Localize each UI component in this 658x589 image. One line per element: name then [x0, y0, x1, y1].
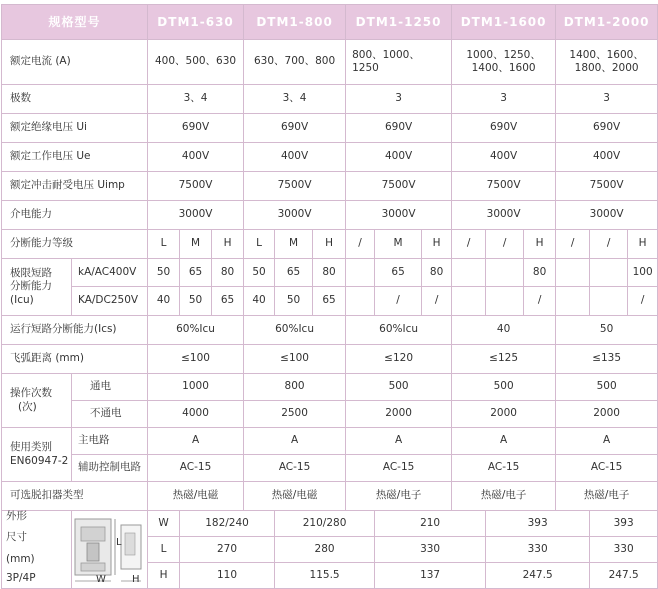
row-label: 额定工作电压 Ue: [2, 143, 148, 172]
cell-value: 247.5: [486, 563, 590, 589]
grade-cell: /: [590, 230, 628, 259]
cell-value: 2000: [346, 401, 452, 428]
cell-value: 110: [180, 563, 275, 589]
cell-value: ≤135: [556, 345, 658, 374]
cell-value: 393: [590, 511, 658, 537]
cell-value: AC-15: [452, 455, 556, 482]
cell-value: 500: [556, 374, 658, 401]
row-label: 飞弧距离 (mm): [2, 345, 148, 374]
poles-row: [2, 85, 658, 114]
label-line: EN60947-2: [10, 454, 69, 467]
cell-value: 65: [212, 287, 244, 316]
grade-cell: L: [148, 230, 180, 259]
cell-value: 7500V: [452, 172, 556, 201]
row-label: 运行短路分断能力(Ics): [2, 316, 148, 345]
grade-cell: H: [628, 230, 658, 259]
grade-cell: M: [375, 230, 422, 259]
cell-value: /: [524, 287, 556, 316]
cell-value: ≤100: [244, 345, 346, 374]
cell-value: 690V: [148, 114, 244, 143]
dimension-label: [2, 511, 72, 589]
cell-value: 800: [244, 374, 346, 401]
cell-value: 3000V: [556, 201, 658, 230]
label-line: 分断能力: [10, 280, 52, 293]
row-label: 分断能力等级: [2, 230, 148, 259]
drawing-h-label: H: [132, 573, 140, 585]
cell-value: 热磁/电子: [452, 482, 556, 511]
model-header: DTM1-630: [148, 5, 244, 40]
grade-cell: /: [452, 230, 486, 259]
label-line: 使用类别: [10, 441, 52, 454]
operations-unpowered-row: [2, 401, 658, 428]
breaking-grade-row: [2, 230, 658, 259]
cell-value: 400V: [346, 143, 452, 172]
dimension-w-row: [2, 511, 658, 537]
label-line: 尺寸: [6, 531, 27, 544]
label-line: 3P/4P: [6, 571, 36, 584]
cell-value: AC-15: [556, 455, 658, 482]
cell-value: 3000V: [244, 201, 346, 230]
cell-value: A: [244, 428, 346, 455]
cell-value: 270: [180, 537, 275, 563]
arc-distance-row: [2, 345, 658, 374]
row-label: 可选脱扣器类型: [2, 482, 148, 511]
cell-value: 3、4: [148, 85, 244, 114]
label-line: (次): [18, 400, 37, 413]
cell-value: /: [422, 287, 452, 316]
cell-value: [590, 259, 628, 287]
service-breaking-row: [2, 316, 658, 345]
cell-value: 80: [212, 259, 244, 287]
model-header: DTM1-800: [244, 5, 346, 40]
cell-value: 40: [148, 287, 180, 316]
cell-value: 690V: [556, 114, 658, 143]
grade-cell: /: [556, 230, 590, 259]
insulation-voltage-row: [2, 114, 658, 143]
cell-value: 182/240: [180, 511, 275, 537]
model-header: DTM1-1600: [452, 5, 556, 40]
grade-cell: H: [212, 230, 244, 259]
cell-value: [556, 259, 590, 287]
cell-value: 60%Icu: [244, 316, 346, 345]
category-main-row: [2, 428, 658, 455]
label-line: (Icu): [10, 293, 34, 306]
cell-value: [486, 259, 524, 287]
cell-value: 1000: [148, 374, 244, 401]
cell-value: 60%Icu: [346, 316, 452, 345]
cell-value: 80: [524, 259, 556, 287]
label-line: 操作次数: [10, 387, 52, 400]
cell-value: 50: [148, 259, 180, 287]
cell-value: 690V: [244, 114, 346, 143]
operations-powered-row: [2, 374, 658, 401]
cell-value: ≤100: [148, 345, 244, 374]
cell-value: 40: [452, 316, 556, 345]
cell-value: 60%Icu: [148, 316, 244, 345]
cell-value: 50: [275, 287, 313, 316]
cell-value: [346, 259, 375, 287]
drawing-w-label: W: [96, 573, 106, 585]
ultimate-breaking-dc-row: [2, 287, 658, 316]
cell-value: 137: [375, 563, 486, 589]
label-line: 外形: [6, 510, 27, 523]
cell-value: AC-15: [244, 455, 346, 482]
cell-value: 280: [275, 537, 375, 563]
cell-value: 7500V: [244, 172, 346, 201]
cell-value: 2500: [244, 401, 346, 428]
cell-value: 50: [180, 287, 212, 316]
cell-value: 40: [244, 287, 275, 316]
drawing-l-label: L: [116, 537, 122, 548]
label-line: 极限短路: [10, 267, 52, 280]
cell-value: 热磁/电子: [346, 482, 452, 511]
cell-value: 50: [556, 316, 658, 345]
ultimate-breaking-label: [2, 259, 72, 316]
category-label: [2, 428, 72, 482]
cell-value: 330: [590, 537, 658, 563]
cell-value: 1400、1600、 1800、2000: [556, 40, 658, 85]
trip-unit-row: [2, 482, 658, 511]
cell-value: 3: [452, 85, 556, 114]
operating-voltage-row: [2, 143, 658, 172]
header-row: [2, 5, 658, 40]
cell-value: 400、500、630: [148, 40, 244, 85]
cell-value: 65: [313, 287, 346, 316]
sub-label: 辅助控制电路: [72, 455, 148, 482]
cell-value: 65: [180, 259, 212, 287]
cell-value: 热磁/电磁: [148, 482, 244, 511]
ultimate-breaking-ac-row: [2, 259, 658, 287]
cell-value: 330: [486, 537, 590, 563]
grade-cell: H: [422, 230, 452, 259]
cell-value: 330: [375, 537, 486, 563]
cell-value: 400V: [556, 143, 658, 172]
cell-value: 2000: [452, 401, 556, 428]
dielectric-row: [2, 201, 658, 230]
cell-value: 210/280: [275, 511, 375, 537]
cell-value: [486, 287, 524, 316]
model-header: DTM1-1250: [346, 5, 452, 40]
cell-value: 热磁/电子: [556, 482, 658, 511]
impulse-voltage-row: [2, 172, 658, 201]
cell-value: 3、4: [244, 85, 346, 114]
cell-value: 50: [244, 259, 275, 287]
sub-label: 主电路: [72, 428, 148, 455]
cell-value: [452, 259, 486, 287]
cell-value: 393: [486, 511, 590, 537]
row-label: 介电能力: [2, 201, 148, 230]
cell-value: 3000V: [452, 201, 556, 230]
cell-value: A: [148, 428, 244, 455]
spec-label-header: 规格型号: [2, 5, 148, 40]
cell-value: A: [556, 428, 658, 455]
cell-value: AC-15: [148, 455, 244, 482]
cell-value: 630、700、800: [244, 40, 346, 85]
cell-value: 热磁/电磁: [244, 482, 346, 511]
cell-value: 1000、1250、 1400、1600: [452, 40, 556, 85]
category-aux-row: [2, 455, 658, 482]
cell-value: 7500V: [148, 172, 244, 201]
cell-value: 400V: [244, 143, 346, 172]
cell-value: 500: [346, 374, 452, 401]
cell-value: A: [346, 428, 452, 455]
cell-value: 3: [346, 85, 452, 114]
dim-key: L: [148, 537, 180, 563]
cell-value: 690V: [452, 114, 556, 143]
cell-value: 500: [452, 374, 556, 401]
dim-key: W: [148, 511, 180, 537]
row-label: 极数: [2, 85, 148, 114]
cell-value: 3: [556, 85, 658, 114]
rated-current-row: [2, 40, 658, 85]
cell-value: [590, 287, 628, 316]
dim-key: H: [148, 563, 180, 589]
cell-value: 65: [275, 259, 313, 287]
sub-label: kA/AC400V: [72, 259, 148, 287]
cell-value: 7500V: [556, 172, 658, 201]
cell-value: A: [452, 428, 556, 455]
cell-value: [556, 287, 590, 316]
grade-cell: /: [346, 230, 375, 259]
cell-value: 400V: [452, 143, 556, 172]
cell-value: ≤125: [452, 345, 556, 374]
grade-cell: /: [486, 230, 524, 259]
cell-value: 800、1000、 1250: [346, 40, 452, 85]
row-label: 额定电流 (A): [2, 40, 148, 85]
cell-value: ≤120: [346, 345, 452, 374]
cell-value: 3000V: [148, 201, 244, 230]
label-line: (mm): [6, 552, 35, 565]
grade-cell: M: [180, 230, 212, 259]
cell-value: 247.5: [590, 563, 658, 589]
cell-value: 80: [313, 259, 346, 287]
cell-value: /: [375, 287, 422, 316]
cell-value: 2000: [556, 401, 658, 428]
operations-label: [2, 374, 72, 428]
cell-value: 65: [375, 259, 422, 287]
row-label: 额定绝缘电压 Ui: [2, 114, 148, 143]
cell-value: 80: [422, 259, 452, 287]
cell-value: 7500V: [346, 172, 452, 201]
grade-cell: H: [524, 230, 556, 259]
cell-value: 3000V: [346, 201, 452, 230]
sub-label: 不通电: [72, 401, 148, 428]
row-label: 额定冲击耐受电压 Uimp: [2, 172, 148, 201]
cell-value: [346, 287, 375, 316]
cell-value: AC-15: [346, 455, 452, 482]
grade-cell: M: [275, 230, 313, 259]
cell-value: 4000: [148, 401, 244, 428]
cell-value: 690V: [346, 114, 452, 143]
cell-value: 400V: [148, 143, 244, 172]
sub-label: KA/DC250V: [72, 287, 148, 316]
sub-label: 通电: [72, 374, 148, 401]
grade-cell: H: [313, 230, 346, 259]
cell-value: /: [628, 287, 658, 316]
spec-table: [1, 4, 658, 589]
cell-value: [452, 287, 486, 316]
cell-value: 100: [628, 259, 658, 287]
cell-value: 210: [375, 511, 486, 537]
grade-cell: L: [244, 230, 275, 259]
model-header: DTM1-2000: [556, 5, 658, 40]
cell-value: 115.5: [275, 563, 375, 589]
dimension-drawing-cell: [72, 511, 148, 589]
